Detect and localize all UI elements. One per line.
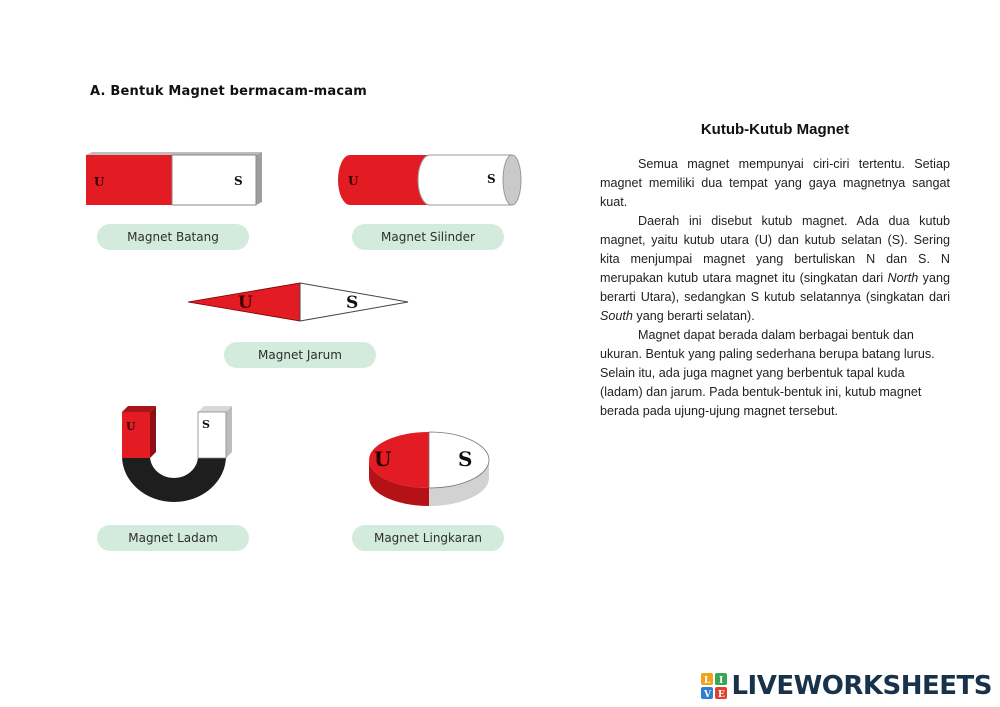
ring-magnet-south-label: S <box>458 447 473 471</box>
svg-text:V: V <box>704 690 712 699</box>
needle-magnet-north-label: U <box>238 293 253 313</box>
cylinder-magnet-label: Magnet Silinder <box>352 224 504 250</box>
bar-magnet-south-label: S <box>234 174 243 188</box>
article-paragraph-1: Semua magnet mempunyai ciri-ciri tertentu. Setiap magnet memiliki dua tempat yang gaya magnetnya sangat kuat. <box>600 157 950 209</box>
article-body <box>600 155 950 421</box>
svg-text:L: L <box>704 676 711 686</box>
horseshoe-magnet-south-label: S <box>202 418 210 431</box>
bar-magnet-illustration <box>86 152 266 208</box>
needle-magnet-south-label: S <box>346 293 359 313</box>
article-paragraph-3: Magnet dapat berada dalam berbagai bentuk dan ukuran. Bentuk yang paling sederhana berupa batang lurus. Selain itu, ada juga magnet yang berbentuk tapal kuda (ladam) dan jarum. Pada bentuk-bentuk ini, kutub magnet berada pada ujung-ujung magnet tersebut. <box>600 328 935 418</box>
svg-text:E: E <box>718 690 726 699</box>
horseshoe-magnet-illustration <box>118 404 238 508</box>
cylinder-magnet-illustration <box>334 152 526 208</box>
needle-magnet-illustration <box>186 280 412 324</box>
liveworksheets-logo-icon <box>701 673 727 699</box>
article-title: Kutub-Kutub Magnet <box>700 121 850 138</box>
svg-text:I: I <box>719 676 724 686</box>
cylinder-magnet-south-label: S <box>487 172 496 186</box>
article-paragraph-2: Daerah ini disebut kutub magnet. Ada dua kutub magnet, yaitu kutub utara (U) dan kutub selatan (S). Sering kita menjumpai magnet yang bertuliskan N dan S. N merupakan kutub utara magnet itu (singkatan dari North yang berarti Utara), sedangkan S kutub selatannya (singkatan dari South yang berarti selatan). <box>600 214 950 323</box>
section-title: A. Bentuk Magnet bermacam-macam <box>90 84 368 99</box>
bar-magnet-north-label: U <box>94 175 105 189</box>
ring-magnet-label: Magnet Lingkaran <box>352 525 504 551</box>
liveworksheets-logo <box>701 670 992 702</box>
needle-magnet-label: Magnet Jarum <box>224 342 376 368</box>
liveworksheets-logo-text: LIVEWORKSHEETS <box>731 671 992 701</box>
horseshoe-magnet-north-label: U <box>126 420 136 433</box>
horseshoe-magnet-label: Magnet Ladam <box>97 525 249 551</box>
cylinder-magnet-north-label: U <box>348 174 359 188</box>
ring-magnet-north-label: U <box>374 447 392 471</box>
ring-magnet-illustration <box>366 426 496 510</box>
bar-magnet-label: Magnet Batang <box>97 224 249 250</box>
